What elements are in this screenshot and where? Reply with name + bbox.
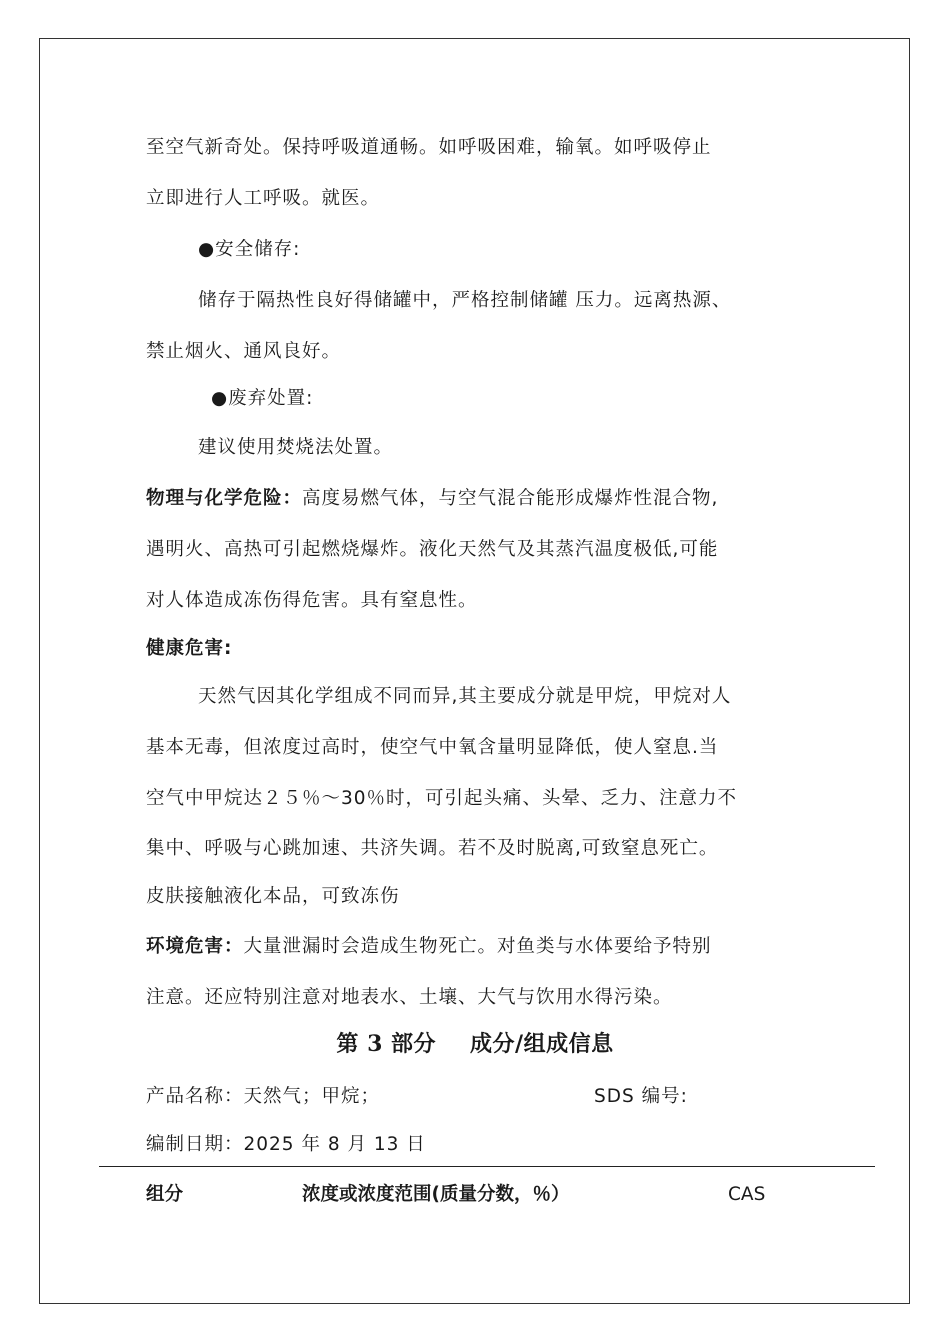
text-line: 禁止烟火、通风良好。 [146,341,342,362]
text-line: 建议使用焚烧法处置。 [198,437,394,458]
physical-hazard-line [146,486,718,512]
col-header-cas: CAS [728,1184,766,1205]
disposal-heading: ●废弃处置: [211,388,314,409]
text-line: 注意。还应特别注意对地表水、土壤、大气与饮用水得污染。 [146,987,673,1008]
section-name: 成分/组成信息 [470,1031,614,1057]
text-line: 至空气新奇处。保持呼吸道通畅。如呼吸困难，输氧。如呼吸停止 [146,137,712,158]
health-hazard-label: 健康危害: [146,638,233,659]
section-number: 第 3 部分 [336,1031,437,1057]
text-line: 基本无毒，但浓度过高时，使空气中氧含量明显降低，使人窒息.当 [146,737,719,758]
sds-number: SDS 编号: [594,1086,688,1107]
text-line: 对人体造成冻伤得危害。具有窒息性。 [146,590,478,611]
text-line: 储存于隔热性良好得储罐中，严格控制储罐 压力。远离热源、 [198,290,732,311]
environment-hazard-text: 大量泄漏时会造成生物死亡。对鱼类与水体要给予特别 [243,936,712,957]
physical-hazard-text: 高度易燃气体，与空气混合能形成爆炸性混合物, [302,488,719,509]
storage-heading: ●安全储存: [198,239,301,260]
table-top-rule [99,1166,875,1167]
text-line: 空气中甲烷达２５％～30％时，可引起头痛、头晕、乏力、注意力不 [146,788,738,809]
col-header-component: 组分 [146,1184,184,1205]
text-line: 遇明火、高热可引起燃烧爆炸。液化天然气及其蒸汽温度极低,可能 [146,539,719,560]
text-line: 集中、呼吸与心跳加速、共济失调。若不及时脱离,可致窒息死亡。 [146,838,719,859]
text-line: 立即进行人工呼吸。就医。 [146,188,381,209]
compile-date: 编制日期：2025 年 8 月 13 日 [146,1134,426,1155]
text-line: 皮肤接触液化本品，可致冻伤 [146,886,400,907]
product-name: 产品名称：天然气；甲烷； [146,1086,381,1107]
environment-hazard-label: 环境危害： [146,936,244,957]
page-frame [39,38,910,1304]
section-title [0,1030,950,1058]
physical-hazard-label: 物理与化学危险： [146,488,303,509]
text-line: 天然气因其化学组成不同而异,其主要成分就是甲烷，甲烷对人 [198,686,732,707]
environment-hazard-line [146,934,712,960]
col-header-concentration: 浓度或浓度范围(质量分数，％） [302,1184,570,1205]
